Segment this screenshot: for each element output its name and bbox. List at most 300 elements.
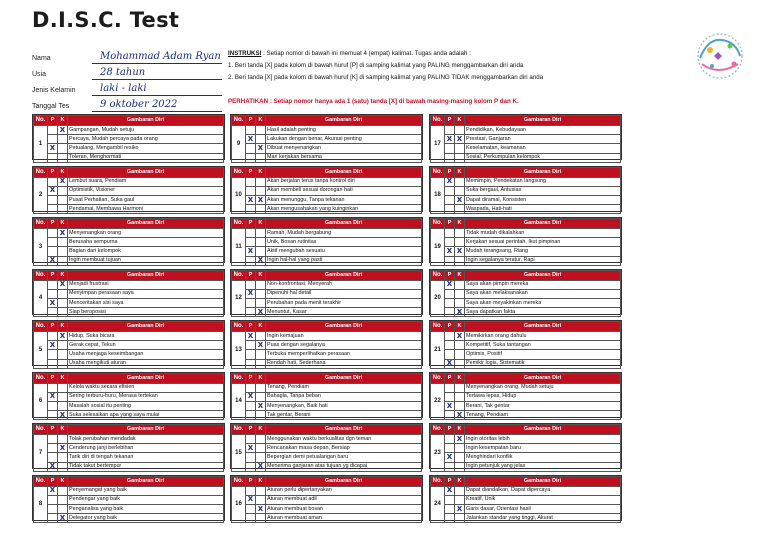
p-checkbox[interactable] (445, 401, 455, 410)
field-value-jenis-kelamin[interactable]: laki - laki (92, 83, 222, 96)
p-checkbox[interactable] (246, 144, 256, 153)
p-checkbox[interactable] (246, 205, 256, 214)
header-k: K (455, 270, 465, 280)
k-checkbox[interactable] (256, 332, 266, 341)
p-checkbox[interactable] (445, 289, 455, 298)
statement-text: Cenderung janji berlebihan (68, 444, 224, 453)
p-checkbox[interactable] (445, 256, 455, 265)
k-checkbox[interactable] (256, 504, 266, 513)
k-checkbox[interactable] (455, 177, 465, 186)
p-checkbox[interactable] (48, 238, 58, 247)
header-desc: Gambaran Diri (465, 270, 621, 280)
p-checkbox[interactable] (48, 495, 58, 504)
k-checkbox[interactable] (58, 392, 68, 401)
statement-row (431, 186, 621, 195)
p-checkbox[interactable] (445, 411, 455, 420)
p-checkbox[interactable] (246, 135, 256, 144)
statement-row (34, 195, 224, 204)
header-p: P (246, 373, 256, 383)
k-checkbox[interactable] (455, 153, 465, 162)
header-no: No. (34, 219, 48, 229)
statement-row (34, 298, 224, 307)
k-checkbox[interactable] (455, 332, 465, 341)
p-checkbox[interactable] (48, 486, 58, 495)
p-checkbox[interactable] (445, 205, 455, 214)
header-k: K (58, 167, 68, 177)
k-checkbox[interactable] (58, 341, 68, 350)
k-checkbox[interactable] (256, 308, 266, 317)
statement-row (431, 411, 621, 420)
p-checkbox[interactable] (48, 135, 58, 144)
p-checkbox[interactable] (48, 401, 58, 410)
k-checkbox[interactable] (455, 444, 465, 453)
p-checkbox[interactable] (445, 135, 455, 144)
p-checkbox[interactable] (48, 411, 58, 420)
statement-text: Suka bergaul, Antusias (465, 186, 621, 195)
k-mark: X (59, 125, 66, 134)
k-checkbox[interactable] (58, 195, 68, 204)
p-checkbox[interactable] (445, 280, 455, 289)
statement-row (232, 126, 422, 135)
k-checkbox[interactable] (58, 486, 68, 495)
k-checkbox[interactable] (455, 289, 465, 298)
k-checkbox[interactable] (455, 238, 465, 247)
header-no: No. (232, 476, 246, 486)
p-checkbox[interactable] (246, 247, 256, 256)
k-checkbox[interactable] (455, 186, 465, 195)
question-block-1 (32, 114, 225, 160)
p-checkbox[interactable] (445, 144, 455, 153)
field-value-tanggal-tes[interactable]: 9 oktober 2022 (92, 99, 222, 112)
statement-row (431, 514, 621, 523)
k-checkbox[interactable] (455, 135, 465, 144)
k-checkbox[interactable] (455, 144, 465, 153)
p-checkbox[interactable] (246, 195, 256, 204)
header-k: K (256, 373, 266, 383)
p-checkbox[interactable] (246, 229, 256, 238)
statement-row (232, 486, 422, 495)
k-checkbox[interactable] (455, 298, 465, 307)
p-checkbox[interactable] (445, 495, 455, 504)
header-p: P (48, 373, 58, 383)
k-mark: X (257, 195, 264, 204)
k-checkbox[interactable] (455, 256, 465, 265)
p-checkbox[interactable] (246, 411, 256, 420)
p-mark: X (446, 486, 453, 495)
statement-text: Waspada, Hati-hati (465, 205, 621, 214)
p-checkbox[interactable] (48, 435, 58, 444)
statement-text: Terbuka memperlihatkan perasaan (266, 350, 422, 359)
k-checkbox[interactable] (58, 462, 68, 471)
k-checkbox[interactable] (58, 453, 68, 462)
p-checkbox[interactable] (48, 186, 58, 195)
k-checkbox[interactable] (256, 453, 266, 462)
header-k: K (455, 425, 465, 435)
p-checkbox[interactable] (48, 289, 58, 298)
statement-text: Hasil adalah penting (266, 126, 422, 135)
k-checkbox[interactable] (58, 350, 68, 359)
statement-text: Akan menunggu, Tanpa tekanan (266, 195, 422, 204)
p-checkbox[interactable] (246, 444, 256, 453)
k-checkbox[interactable] (256, 383, 266, 392)
p-checkbox[interactable] (246, 332, 256, 341)
header-p: P (48, 425, 58, 435)
header-k: K (58, 425, 68, 435)
p-checkbox[interactable] (48, 195, 58, 204)
header-desc: Gambaran Diri (465, 425, 621, 435)
p-mark: X (446, 177, 453, 186)
k-checkbox[interactable] (256, 153, 266, 162)
p-checkbox[interactable] (48, 453, 58, 462)
statement-text: Menuntut, Kasar (266, 308, 422, 317)
p-checkbox[interactable] (48, 332, 58, 341)
k-checkbox[interactable] (455, 341, 465, 350)
k-checkbox[interactable] (256, 195, 266, 204)
statement-text: Menghindari konflik (465, 453, 621, 462)
p-mark: X (49, 144, 56, 153)
header-no: No. (431, 322, 445, 332)
k-checkbox[interactable] (256, 289, 266, 298)
k-mark: X (257, 401, 264, 410)
p-checkbox[interactable] (246, 401, 256, 410)
k-checkbox[interactable] (455, 453, 465, 462)
p-checkbox[interactable] (246, 383, 256, 392)
p-checkbox[interactable] (246, 256, 256, 265)
p-checkbox[interactable] (246, 186, 256, 195)
statement-row (232, 153, 422, 162)
statement-text: Masalah sosial itu penting (68, 401, 224, 410)
p-checkbox[interactable] (48, 359, 58, 368)
statement-row (431, 238, 621, 247)
header-desc: Gambaran Diri (68, 167, 224, 177)
k-checkbox[interactable] (58, 444, 68, 453)
p-checkbox[interactable] (48, 280, 58, 289)
statement-text: Non-konfrontasi, Menyerah (266, 280, 422, 289)
p-checkbox[interactable] (445, 462, 455, 471)
p-checkbox[interactable] (445, 186, 455, 195)
k-checkbox[interactable] (455, 229, 465, 238)
header-desc: Gambaran Diri (68, 425, 224, 435)
k-checkbox[interactable] (58, 229, 68, 238)
k-checkbox[interactable] (256, 205, 266, 214)
k-checkbox[interactable] (256, 135, 266, 144)
k-checkbox[interactable] (58, 411, 68, 420)
field-value-nama[interactable]: Mohammad Adam Ryan (92, 51, 222, 64)
question-header-row (232, 476, 422, 486)
p-checkbox[interactable] (445, 238, 455, 247)
header-no: No. (34, 322, 48, 332)
k-checkbox[interactable] (256, 341, 266, 350)
statement-row (232, 435, 422, 444)
k-checkbox[interactable] (58, 280, 68, 289)
k-checkbox[interactable] (58, 308, 68, 317)
statement-text: Mari kerjakan bersama (266, 153, 422, 162)
p-checkbox[interactable] (445, 359, 455, 368)
p-checkbox[interactable] (246, 486, 256, 495)
p-checkbox[interactable] (246, 238, 256, 247)
question-header-row (34, 476, 224, 486)
k-checkbox[interactable] (58, 298, 68, 307)
p-checkbox[interactable] (48, 444, 58, 453)
statement-row (34, 135, 224, 144)
p-checkbox[interactable] (246, 280, 256, 289)
p-checkbox[interactable] (445, 350, 455, 359)
k-checkbox[interactable] (455, 392, 465, 401)
p-checkbox[interactable] (445, 298, 455, 307)
k-checkbox[interactable] (256, 247, 266, 256)
p-checkbox[interactable] (445, 435, 455, 444)
question-block-11 (230, 217, 423, 263)
statement-row (232, 289, 422, 298)
p-checkbox[interactable] (246, 453, 256, 462)
p-checkbox[interactable] (48, 383, 58, 392)
question-block-4 (32, 269, 225, 315)
k-checkbox[interactable] (455, 308, 465, 317)
k-checkbox[interactable] (58, 144, 68, 153)
k-checkbox[interactable] (58, 153, 68, 162)
p-checkbox[interactable] (445, 177, 455, 186)
p-checkbox[interactable] (246, 341, 256, 350)
statement-text: Bagian dari kelompok (68, 247, 224, 256)
k-checkbox[interactable] (455, 462, 465, 471)
k-checkbox[interactable] (455, 205, 465, 214)
question-block-15 (230, 423, 423, 469)
k-checkbox[interactable] (455, 247, 465, 256)
k-checkbox[interactable] (58, 435, 68, 444)
p-checkbox[interactable] (48, 177, 58, 186)
k-checkbox[interactable] (58, 256, 68, 265)
statement-text: Dibuat menyenangkan (266, 144, 422, 153)
k-checkbox[interactable] (455, 280, 465, 289)
instruction-line-2: 2. Beri tanda [X] pada kolom di bawah huruf [K] di samping kalimat yang PALING TIDAK menggambarkan diri anda (228, 74, 544, 81)
header-desc: Gambaran Diri (68, 373, 224, 383)
statement-text: Aturan membuat bosan (266, 504, 422, 513)
statement-text: Ingin petunjuk yang jelas (465, 462, 621, 471)
header-no: No. (431, 167, 445, 177)
statement-row (232, 341, 422, 350)
k-checkbox[interactable] (256, 495, 266, 504)
k-checkbox[interactable] (58, 126, 68, 135)
k-checkbox[interactable] (455, 495, 465, 504)
k-checkbox[interactable] (256, 186, 266, 195)
statement-row (34, 435, 224, 444)
k-checkbox[interactable] (455, 504, 465, 513)
statement-row (232, 332, 422, 341)
p-checkbox[interactable] (445, 392, 455, 401)
p-checkbox[interactable] (445, 195, 455, 204)
p-checkbox[interactable] (445, 383, 455, 392)
k-checkbox[interactable] (256, 444, 266, 453)
statement-row (232, 195, 422, 204)
header-no: No. (232, 116, 246, 126)
p-checkbox[interactable] (445, 247, 455, 256)
p-mark: X (247, 134, 254, 143)
p-checkbox[interactable] (246, 359, 256, 368)
statement-row (232, 504, 422, 513)
question-header-row (232, 219, 422, 229)
field-value-usia[interactable]: 28 tahun (92, 67, 222, 80)
statement-row (34, 280, 224, 289)
statement-text: Sering terburu-buru, Merasa tertekan (68, 392, 224, 401)
p-checkbox[interactable] (246, 289, 256, 298)
statement-text: Memimpin, Pendekatan langsung (465, 177, 621, 186)
p-checkbox[interactable] (48, 298, 58, 307)
p-checkbox[interactable] (246, 495, 256, 504)
question-number: 17 (431, 126, 445, 163)
question-block-12 (230, 269, 423, 315)
statement-text: Sosial, Perkumpulan kelompok (465, 153, 621, 162)
k-checkbox[interactable] (256, 411, 266, 420)
statement-row (431, 504, 621, 513)
question-header-row (34, 322, 224, 332)
p-checkbox[interactable] (48, 504, 58, 513)
question-number: 6 (34, 383, 48, 420)
p-checkbox[interactable] (48, 350, 58, 359)
k-checkbox[interactable] (256, 350, 266, 359)
k-checkbox[interactable] (256, 514, 266, 523)
k-checkbox[interactable] (58, 514, 68, 523)
k-checkbox[interactable] (58, 332, 68, 341)
p-checkbox[interactable] (246, 177, 256, 186)
p-checkbox[interactable] (48, 126, 58, 135)
k-mark: X (257, 462, 264, 471)
k-checkbox[interactable] (455, 359, 465, 368)
p-checkbox[interactable] (246, 435, 256, 444)
k-checkbox[interactable] (58, 289, 68, 298)
k-checkbox[interactable] (455, 401, 465, 410)
p-checkbox[interactable] (48, 256, 58, 265)
statement-row (34, 238, 224, 247)
statement-text: Berani, Tak gentar (465, 401, 621, 410)
p-checkbox[interactable] (48, 153, 58, 162)
k-checkbox[interactable] (256, 280, 266, 289)
k-checkbox[interactable] (58, 495, 68, 504)
p-mark: X (446, 401, 453, 410)
k-checkbox[interactable] (58, 359, 68, 368)
k-checkbox[interactable] (455, 350, 465, 359)
k-checkbox[interactable] (58, 247, 68, 256)
statement-row (232, 229, 422, 238)
p-checkbox[interactable] (445, 444, 455, 453)
p-checkbox[interactable] (48, 247, 58, 256)
k-checkbox[interactable] (256, 177, 266, 186)
p-checkbox[interactable] (48, 144, 58, 153)
k-checkbox[interactable] (455, 514, 465, 523)
k-checkbox[interactable] (58, 135, 68, 144)
statement-text: Berusaha sempurna (68, 238, 224, 247)
k-checkbox[interactable] (58, 238, 68, 247)
p-checkbox[interactable] (445, 514, 455, 523)
k-checkbox[interactable] (455, 486, 465, 495)
p-checkbox[interactable] (246, 504, 256, 513)
header-k: K (455, 322, 465, 332)
question-header-row (34, 425, 224, 435)
k-checkbox[interactable] (256, 229, 266, 238)
p-checkbox[interactable] (48, 462, 58, 471)
question-number: 9 (232, 126, 246, 163)
k-mark: X (257, 256, 264, 265)
statement-row (34, 392, 224, 401)
statement-text: Delegator yang baik (68, 514, 224, 523)
k-checkbox[interactable] (256, 401, 266, 410)
p-checkbox[interactable] (246, 126, 256, 135)
p-checkbox[interactable] (445, 126, 455, 135)
k-checkbox[interactable] (58, 504, 68, 513)
p-checkbox[interactable] (48, 308, 58, 317)
p-checkbox[interactable] (445, 453, 455, 462)
p-checkbox[interactable] (246, 514, 256, 523)
p-checkbox[interactable] (246, 462, 256, 471)
header-no: No. (232, 219, 246, 229)
k-checkbox[interactable] (58, 177, 68, 186)
question-header-row (232, 373, 422, 383)
p-checkbox[interactable] (48, 392, 58, 401)
statement-text: Gampangan, Mudah setuju (68, 126, 224, 135)
p-checkbox[interactable] (445, 486, 455, 495)
k-checkbox[interactable] (256, 256, 266, 265)
k-checkbox[interactable] (455, 126, 465, 135)
p-checkbox[interactable] (48, 205, 58, 214)
p-checkbox[interactable] (445, 153, 455, 162)
k-checkbox[interactable] (58, 205, 68, 214)
p-checkbox[interactable] (445, 332, 455, 341)
header-p: P (246, 476, 256, 486)
k-checkbox[interactable] (455, 195, 465, 204)
k-checkbox[interactable] (256, 435, 266, 444)
statement-row (431, 195, 621, 204)
p-checkbox[interactable] (445, 504, 455, 513)
p-checkbox[interactable] (445, 308, 455, 317)
p-checkbox[interactable] (445, 229, 455, 238)
p-checkbox[interactable] (246, 350, 256, 359)
p-checkbox[interactable] (48, 229, 58, 238)
k-checkbox[interactable] (455, 411, 465, 420)
p-checkbox[interactable] (445, 341, 455, 350)
k-checkbox[interactable] (256, 126, 266, 135)
header-desc: Gambaran Diri (465, 373, 621, 383)
p-checkbox[interactable] (246, 298, 256, 307)
k-checkbox[interactable] (58, 401, 68, 410)
k-mark: X (456, 134, 463, 143)
statement-row (431, 401, 621, 410)
p-checkbox[interactable] (246, 392, 256, 401)
k-checkbox[interactable] (256, 359, 266, 368)
question-number: 13 (232, 332, 246, 369)
k-checkbox[interactable] (58, 186, 68, 195)
statement-text: Kerjakan sesuai perintah, Ikut pimpinan (465, 238, 621, 247)
k-checkbox[interactable] (455, 383, 465, 392)
header-k: K (256, 116, 266, 126)
p-checkbox[interactable] (48, 514, 58, 523)
k-checkbox[interactable] (256, 486, 266, 495)
p-mark: X (49, 462, 56, 471)
k-checkbox[interactable] (256, 462, 266, 471)
field-jenis-kelamin (32, 80, 222, 96)
k-checkbox[interactable] (455, 435, 465, 444)
p-checkbox[interactable] (246, 153, 256, 162)
k-checkbox[interactable] (256, 298, 266, 307)
p-checkbox[interactable] (48, 341, 58, 350)
p-mark: X (49, 486, 56, 495)
statement-text: Ingin membuat tujuan (68, 256, 224, 265)
question-block-6 (32, 372, 225, 418)
k-checkbox[interactable] (256, 392, 266, 401)
k-checkbox[interactable] (256, 238, 266, 247)
p-checkbox[interactable] (246, 308, 256, 317)
header-k: K (256, 167, 266, 177)
k-checkbox[interactable] (256, 144, 266, 153)
k-checkbox[interactable] (58, 383, 68, 392)
